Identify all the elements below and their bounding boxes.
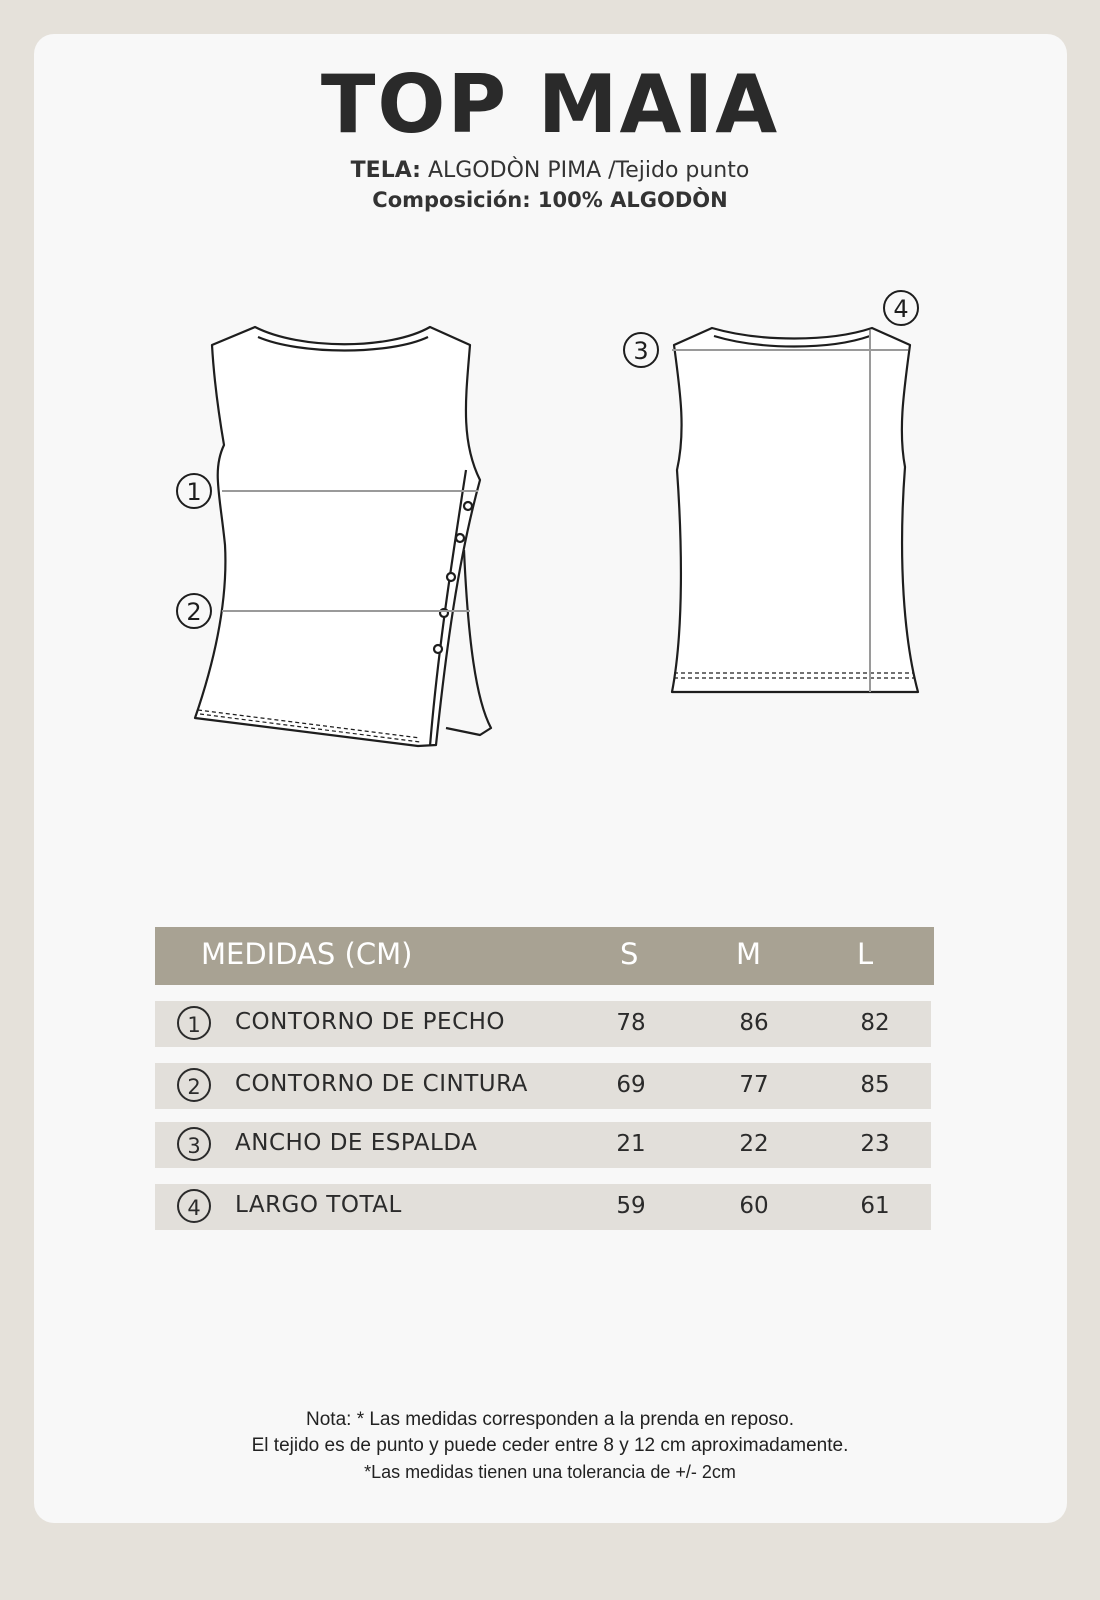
note-line-1: Nota: * Las medidas corresponden a la prenda en reposo.	[306, 1409, 794, 1430]
front-garment-drawing	[195, 327, 491, 746]
value-l: 82	[860, 1010, 890, 1036]
value-l: 85	[860, 1072, 890, 1098]
garment-diagrams	[0, 0, 1100, 780]
back-garment-drawing	[672, 328, 918, 692]
svg-text:3: 3	[633, 337, 649, 365]
notes	[0, 1407, 1100, 1485]
fabric-label: TELA:	[350, 158, 421, 183]
header-label: MEDIDAS (CM)	[201, 937, 413, 971]
value-s: 69	[616, 1072, 646, 1098]
row-number: 4	[177, 1189, 211, 1223]
marker-1	[177, 474, 211, 508]
row-label: CONTORNO DE CINTURA	[235, 1071, 528, 1097]
value-m: 77	[739, 1072, 769, 1098]
row-label: LARGO TOTAL	[235, 1192, 402, 1218]
composition-line: Composición: 100% ALGODÒN	[372, 188, 728, 212]
value-m: 86	[739, 1010, 769, 1036]
row-label: CONTORNO DE PECHO	[235, 1009, 506, 1035]
row-label: ANCHO DE ESPALDA	[235, 1130, 478, 1156]
marker-4	[884, 291, 918, 325]
header-size-m: M	[736, 937, 762, 971]
note-line-2: El tejido es de punto y puede ceder entre 8 y 12 cm aproximadamente.	[251, 1435, 849, 1456]
table-row	[155, 1184, 931, 1230]
header-size-s: S	[620, 937, 639, 971]
svg-text:4: 4	[893, 295, 909, 323]
value-m: 22	[739, 1131, 769, 1157]
row-number: 3	[177, 1127, 211, 1161]
table-row	[155, 1122, 931, 1168]
svg-text:2: 2	[186, 598, 202, 626]
value-s: 78	[616, 1010, 646, 1036]
fabric-value: ALGODÒN PIMA /Tejido punto	[427, 158, 750, 183]
note-line-3: *Las medidas tienen una tolerancia de +/- 2cm	[364, 1462, 736, 1482]
page-title: TOP MAIA	[320, 58, 780, 151]
header-size-l: L	[857, 937, 874, 971]
value-s: 21	[616, 1131, 646, 1157]
table-row	[155, 1001, 931, 1047]
value-l: 61	[860, 1193, 890, 1219]
row-number: 2	[177, 1068, 211, 1102]
value-l: 23	[860, 1131, 890, 1157]
table-header	[155, 927, 934, 985]
value-m: 60	[739, 1193, 769, 1219]
marker-2	[177, 594, 211, 628]
table-row	[155, 1063, 931, 1109]
row-number: 1	[177, 1006, 211, 1040]
value-s: 59	[616, 1193, 646, 1219]
marker-3	[624, 333, 658, 367]
svg-text:1: 1	[186, 478, 202, 506]
